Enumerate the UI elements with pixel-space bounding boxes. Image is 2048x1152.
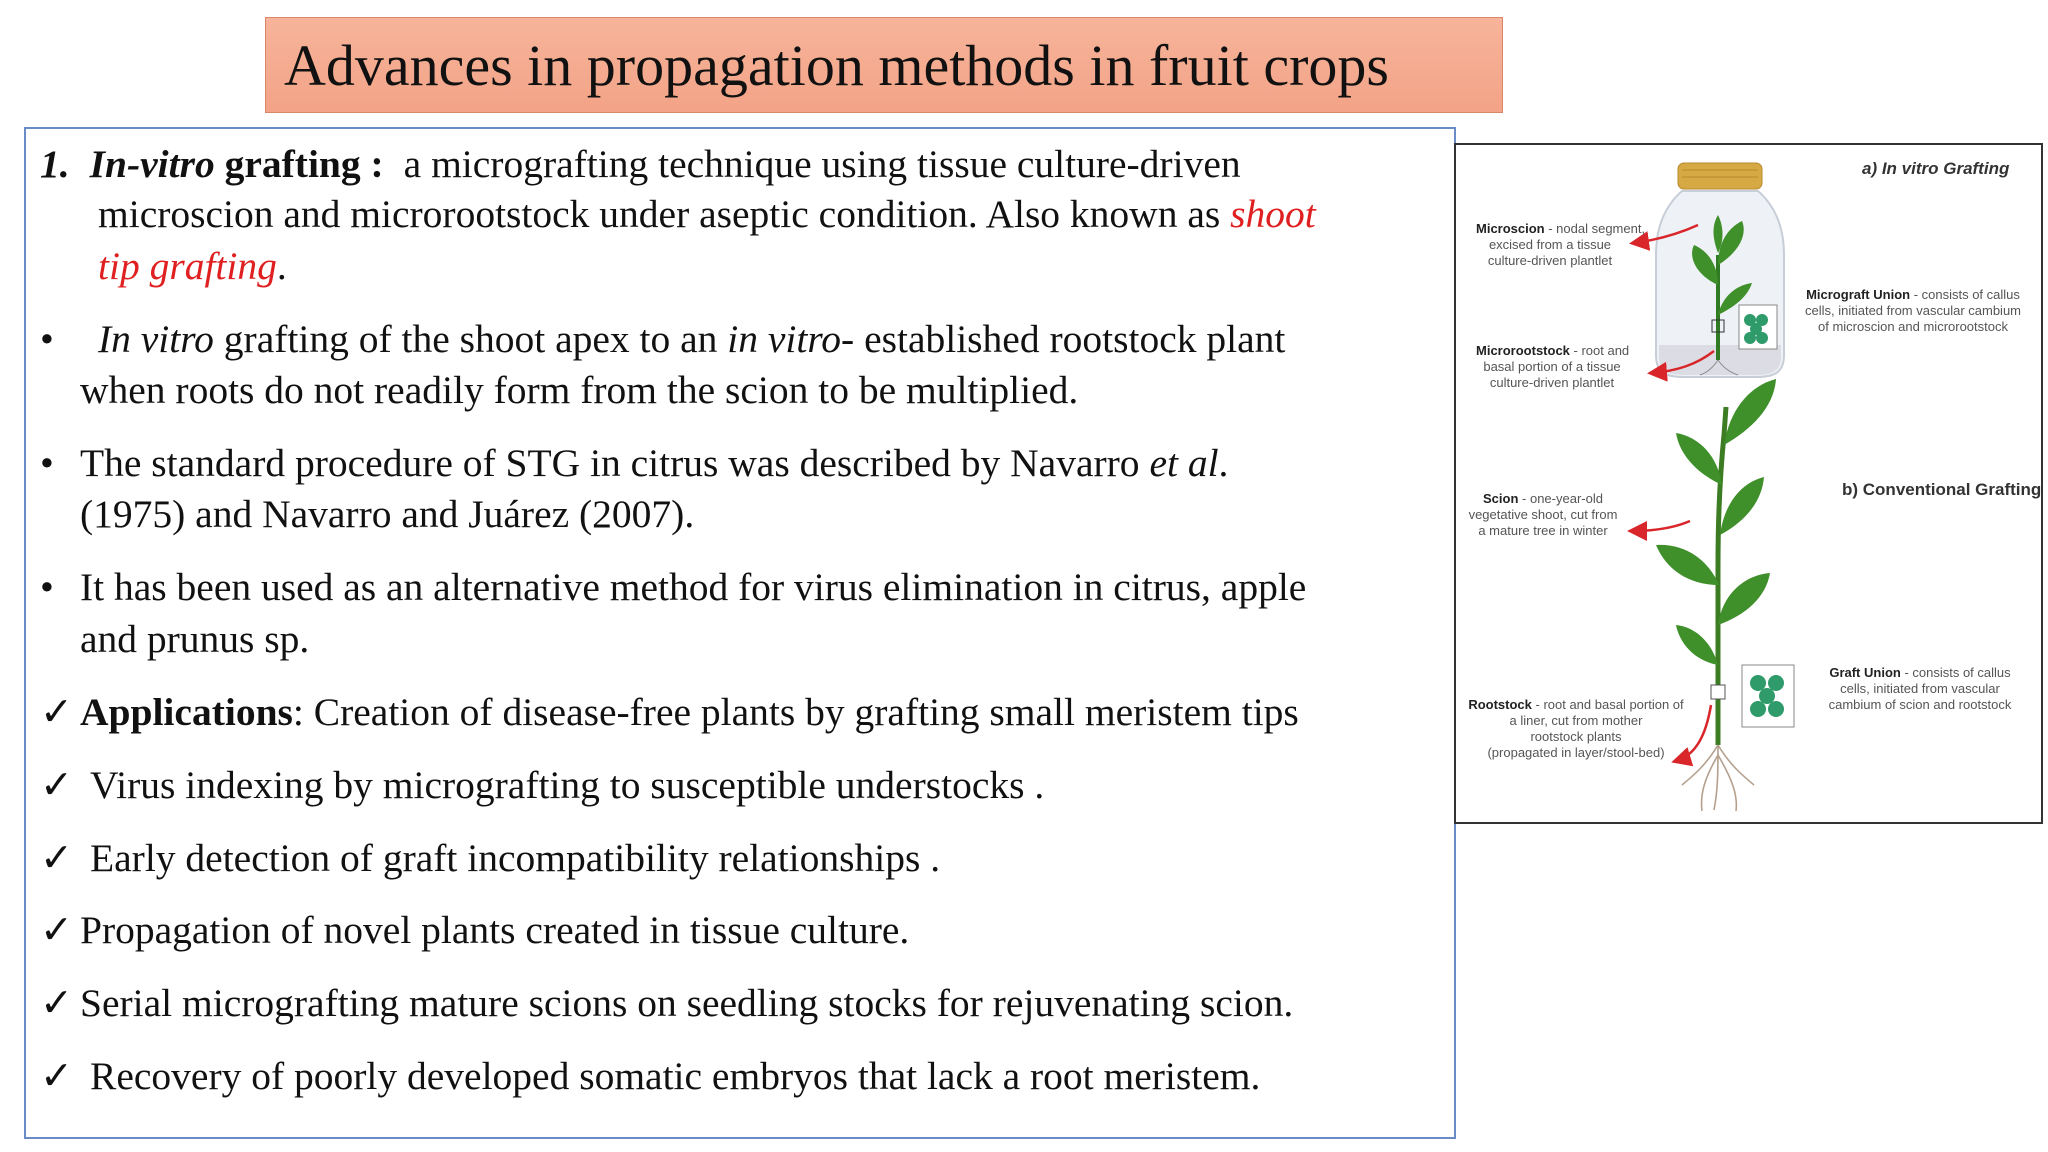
- heading-def-1: a micrografting technique using tissue culture-driven: [403, 142, 1241, 186]
- bullet-3-line-2: [80, 615, 309, 663]
- bullet-3-mark: •: [40, 565, 54, 609]
- microrootstock-label: Microrootstock - root and basal portion of a tissue culture-driven plantlet: [1476, 343, 1630, 390]
- bullet-1-mark: •: [40, 317, 54, 361]
- check-text: Serial micrografting mature scions on seedling stocks for rejuvenating scion.: [80, 981, 1294, 1025]
- check-mark: ✓: [40, 763, 74, 807]
- rootstock-label: Rootstock - root and basal portion of a liner, cut from mother rootstock plants (propagated in layer/stool-bed): [1468, 697, 1684, 760]
- bullet-1-em-2: in vitro: [727, 317, 842, 361]
- heading-end: .: [276, 244, 287, 288]
- micrograft-union-icon: [1739, 305, 1777, 349]
- heading-number: 1.: [40, 142, 70, 186]
- bullet-1-text-3: when roots do not readily form from the scion to be multiplied.: [80, 368, 1079, 412]
- check-mark: ✓: [40, 836, 74, 880]
- check-mark: ✓: [40, 1054, 74, 1098]
- heading-line-3: [98, 242, 287, 290]
- applications-line: [40, 688, 1299, 736]
- title-banner: [265, 17, 1503, 113]
- bullet-1-line-1: [40, 315, 1285, 363]
- bullet-2-mark: •: [40, 441, 54, 485]
- bullet-1-line-2: [80, 366, 1078, 414]
- bullet-1-text-1: grafting of the shoot apex to an: [213, 317, 728, 361]
- heading-line-2: [98, 190, 1316, 238]
- bullet-3-text-1: It has been used as an alternative method for virus elimination in citrus, apple: [80, 565, 1307, 609]
- bullet-2-line-2: [80, 490, 694, 538]
- check-item: [40, 1052, 1260, 1100]
- check-text: Propagation of novel plants created in tissue culture.: [80, 908, 910, 952]
- bullet-2-text-3: (1975) and Navarro and Juárez (2007).: [80, 492, 695, 536]
- heading-alias-2: tip grafting: [98, 244, 277, 288]
- bullet-2-line-1: [40, 439, 1228, 487]
- bullet-3-line-1: [40, 563, 1306, 611]
- figure-title-a: a) In vitro Grafting: [1862, 159, 2010, 178]
- graft-union-label: Graft Union - consists of callus cells, initiated from vascular cambium of scion and rootstock: [1828, 665, 2012, 712]
- bullet-3-text-2: and prunus sp.: [80, 617, 310, 661]
- microscion-label: Microscion - nodal segment, excised from a tissue culture-driven plantlet: [1476, 221, 1646, 268]
- bullet-2-text-2: .: [1218, 441, 1229, 485]
- heading-alias-1: shoot: [1230, 192, 1316, 236]
- check-mark: ✓: [40, 981, 74, 1025]
- check-item: [40, 761, 1044, 809]
- heading-term: In-vitro: [89, 142, 215, 186]
- check-item: [40, 834, 940, 882]
- bullet-1-text-2: - established rootstock plant: [841, 317, 1286, 361]
- check-mark: ✓: [40, 690, 74, 734]
- scion-label: Scion - one-year-old vegetative shoot, cut from a mature tree in winter: [1468, 491, 1618, 538]
- heading-line-1: [40, 140, 1241, 188]
- check-text: Virus indexing by micrografting to susceptible understocks .: [90, 763, 1045, 807]
- micrograft-union-label: Micrograft Union - consists of callus cells, initiated from vascular cambium of microscion and microrootstock: [1804, 287, 2022, 334]
- applications-text: : Creation of disease-free plants by grafting small meristem tips: [292, 690, 1299, 734]
- bullet-2-text-1: The standard procedure of STG in citrus was described by Navarro: [80, 441, 1150, 485]
- check-text: Recovery of poorly developed somatic embryos that lack a root meristem.: [90, 1054, 1261, 1098]
- check-item: [40, 979, 1293, 1027]
- graft-union-icon: [1742, 665, 1794, 727]
- applications-label: Applications: [80, 690, 293, 734]
- heading-term2: grafting :: [224, 142, 384, 186]
- page-title: Advances in propagation methods in fruit crops: [284, 33, 1389, 98]
- bullet-2-em: et al: [1149, 441, 1219, 485]
- check-item: [40, 906, 909, 954]
- figure-title-b: b) Conventional Grafting: [1842, 480, 2042, 499]
- grafting-figure: [1454, 143, 2043, 824]
- check-text: Early detection of graft incompatibility relationships .: [90, 836, 941, 880]
- check-mark: ✓: [40, 908, 74, 952]
- heading-def-2: microscion and microrootstock under aseptic condition. Also known as: [98, 192, 1221, 236]
- bullet-1-em-1: In vitro: [98, 317, 214, 361]
